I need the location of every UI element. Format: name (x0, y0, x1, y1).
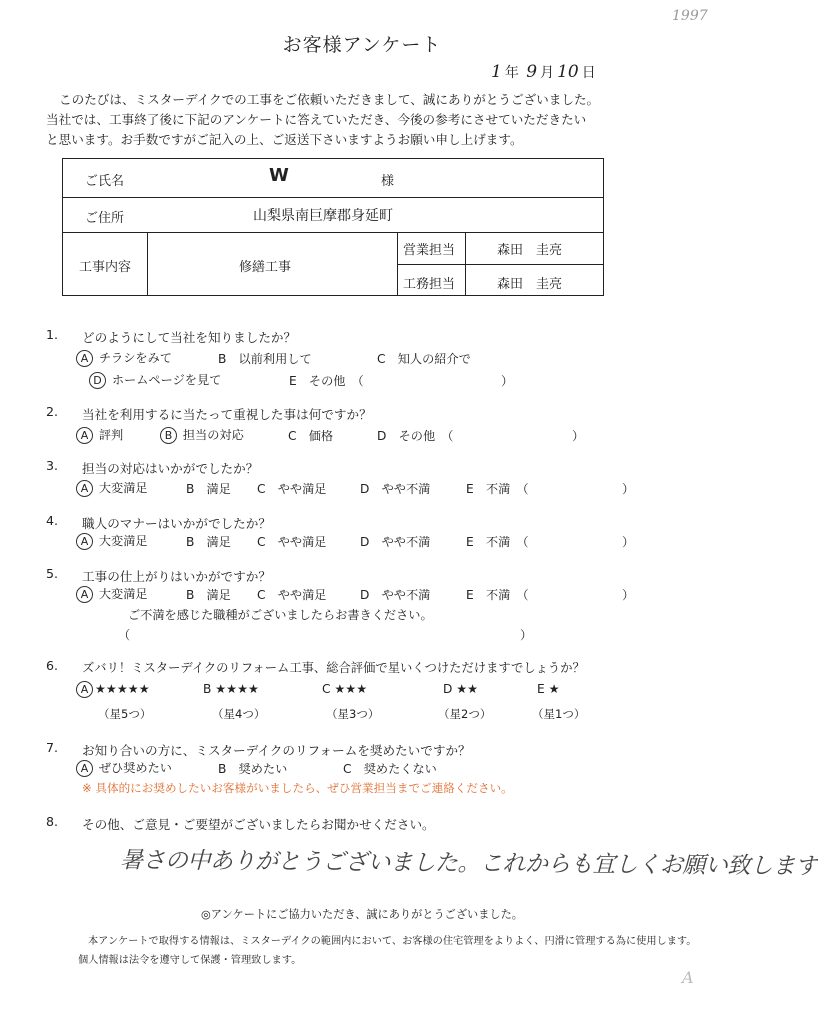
sales-label: 営業担当 (403, 243, 456, 258)
selected-circle: A (76, 427, 93, 444)
customer-info-table (62, 158, 604, 296)
date-year: 1 (491, 62, 502, 82)
q2-text: 当社を利用するに当たって重視した事は何ですか？ (82, 407, 372, 422)
name-suffix: 様 (381, 174, 395, 189)
q5-option-a-text: 大変満足 (98, 587, 148, 601)
q1-option-d-text: ホームページを見て (111, 373, 222, 387)
q1-option-c: C 知人の紹介で (377, 352, 471, 366)
q2-option-d: D その他 （ (377, 429, 454, 443)
q4-option-a (76, 532, 148, 550)
q3-text: 担当の対応はいかがでしたか？ (82, 461, 259, 476)
selected-circle: A (76, 760, 93, 777)
q6-note-e: （星1つ） (532, 707, 586, 721)
q8-number: 8. (46, 814, 59, 829)
q1-option-e: E その他 （ (289, 374, 364, 388)
q5-option-a (76, 585, 148, 603)
q5-option-e: E 不満 （ (466, 588, 529, 602)
q2-number: 2. (46, 404, 59, 419)
corner-mark: 1997 (672, 8, 708, 24)
selected-circle: A (76, 350, 93, 367)
q1-number: 1. (46, 327, 59, 342)
q6-note-c: （星3つ） (326, 707, 380, 721)
q3-number: 3. (46, 458, 59, 473)
q4-number: 4. (46, 513, 59, 528)
address-label: ご住所 (85, 211, 125, 226)
work-label: 工事内容 (79, 260, 132, 275)
q7-note: ※ 具体的にお奨めしたいお客様がいましたら、ぜひ営業担当までご連絡ください。 (82, 781, 513, 795)
selected-circle: A (76, 533, 93, 550)
footer-line: 個人情報は法令を遵守して保護・管理致します。 (78, 955, 302, 966)
q4-option-b: B 満足 (186, 535, 231, 549)
selected-circle: A (76, 586, 93, 603)
work-value: 修繕工事 (239, 260, 292, 275)
q3-option-b: B 満足 (186, 482, 231, 496)
intro-line: と思います。お手数ですがご記入の上、ご返送下さいますようお願い申し上げます。 (46, 132, 523, 147)
q5-option-b: B 満足 (186, 588, 231, 602)
q2-option-a (76, 426, 123, 444)
q2-close-paren: ） (572, 429, 585, 443)
q3-close-paren: ） (622, 482, 635, 496)
q7-option-a-text: ぜひ奨めたい (98, 761, 172, 775)
q6-option-a (76, 681, 150, 698)
q1-text: どのようにして当社を知りましたか？ (82, 330, 297, 345)
page-title: お客様アンケート (282, 34, 442, 56)
name-value: W (269, 165, 289, 186)
selected-circle: A (76, 480, 93, 497)
q7-option-b: B 奨めたい (218, 762, 288, 776)
date-year-unit: 年 (504, 65, 519, 81)
intro-line: 当社では、工事終了後に下記のアンケートに答えていただき、今後の参考にさせていただきたい (46, 112, 587, 127)
q6-note-d: （星2つ） (438, 707, 492, 721)
q3-option-e: E 不満 （ (466, 482, 529, 496)
q5-number: 5. (46, 566, 59, 581)
q6-option-e: E ★ (537, 682, 560, 696)
q4-text: 職人のマナーはいかがでしたか？ (82, 516, 271, 531)
q8-handwritten-answer: 暑さの中ありがとうございました。これからも宜しくお願い致します (119, 847, 818, 880)
selected-circle: B (160, 427, 177, 444)
works-label: 工務担当 (403, 277, 456, 292)
q1-close-paren: ） (501, 374, 514, 388)
q2-option-a-text: 評判 (98, 428, 124, 442)
q3-option-c: C やや満足 (257, 482, 327, 496)
q5-open-paren: （ (118, 628, 131, 642)
q4-option-e: E 不満 （ (466, 535, 529, 549)
q1-option-a (76, 349, 172, 367)
footer-note (78, 932, 698, 970)
q6-note-a: （星5つ） (98, 707, 152, 721)
address-value: 山梨県南巨摩郡身延町 (253, 208, 393, 224)
date-month: 9 (526, 62, 538, 82)
q5-option-d: D やや不満 (360, 588, 431, 602)
q3-option-a-text: 大変満足 (98, 481, 148, 495)
q1-option-b: B 以前利用して (218, 352, 312, 366)
name-label: ご氏名 (85, 174, 125, 189)
works-value: 森田 圭亮 (497, 277, 563, 292)
q3-option-d: D やや不満 (360, 482, 431, 496)
q7-text: お知り合いの方に、ミスターデイクのリフォームを奨めたいですか？ (82, 743, 471, 758)
page-mark: A (682, 968, 694, 987)
q1-option-d (89, 371, 221, 389)
q7-option-c: C 奨めたくない (343, 762, 437, 776)
q6-number: 6. (46, 658, 59, 673)
q5-text: 工事の仕上がりはいかがですか？ (82, 569, 271, 584)
selected-circle: A (76, 681, 93, 698)
q4-close-paren: ） (622, 535, 635, 549)
q6-text: ズバリ！ミスターデイクのリフォーム工事、総合評価で星いくつけただけますでしょうか？ (82, 661, 585, 675)
date-month-unit: 月 (540, 65, 555, 81)
date-day-unit: 日 (581, 65, 596, 81)
q4-option-c: C やや満足 (257, 535, 327, 549)
q7-option-a (76, 759, 172, 777)
q5-option-c: C やや満足 (257, 588, 327, 602)
footer-line: 本アンケートで取得する情報は、ミスターデイクの範囲内において、お客様の住宅管理をよりよく、円滑に管理する為に使用します。 (88, 936, 697, 947)
selected-circle: D (89, 372, 106, 389)
q4-option-d: D やや不満 (360, 535, 431, 549)
q2-option-b-text: 担当の対応 (182, 428, 244, 442)
q3-option-a (76, 479, 148, 497)
q7-number: 7. (46, 740, 59, 755)
q5-sub-text: ご不満を感じた職種がございましたらお書きください。 (128, 608, 433, 622)
q2-option-c: C 価格 (288, 429, 334, 443)
q2-option-b (160, 426, 244, 444)
q5-close-paren: ） (622, 588, 635, 602)
q8-text: その他、ご意見・ご要望がございましたらお聞かせください。 (82, 817, 435, 832)
intro-text (46, 90, 686, 150)
sales-value: 森田 圭亮 (497, 243, 563, 258)
q5-close-paren-2: ） (520, 628, 533, 642)
q4-option-a-text: 大変満足 (98, 534, 148, 548)
date (488, 62, 596, 82)
q6-option-a-stars: ★★★★★ (95, 682, 150, 696)
date-day: 10 (557, 62, 579, 82)
q6-option-b: B ★★★★ (203, 682, 259, 696)
q6-option-c: C ★★★ (322, 682, 368, 696)
q6-note-b: （星4つ） (212, 707, 266, 721)
q6-option-d: D ★★ (443, 682, 479, 696)
intro-line: このたびは、ミスターデイクでの工事をご依頼いただきまして、誠にありがとうございました。 (59, 92, 600, 107)
q1-option-a-text: チラシをみて (98, 351, 172, 365)
thanks-text: ◎アンケートにご協力いただき、誠にありがとうございました。 (201, 908, 523, 921)
